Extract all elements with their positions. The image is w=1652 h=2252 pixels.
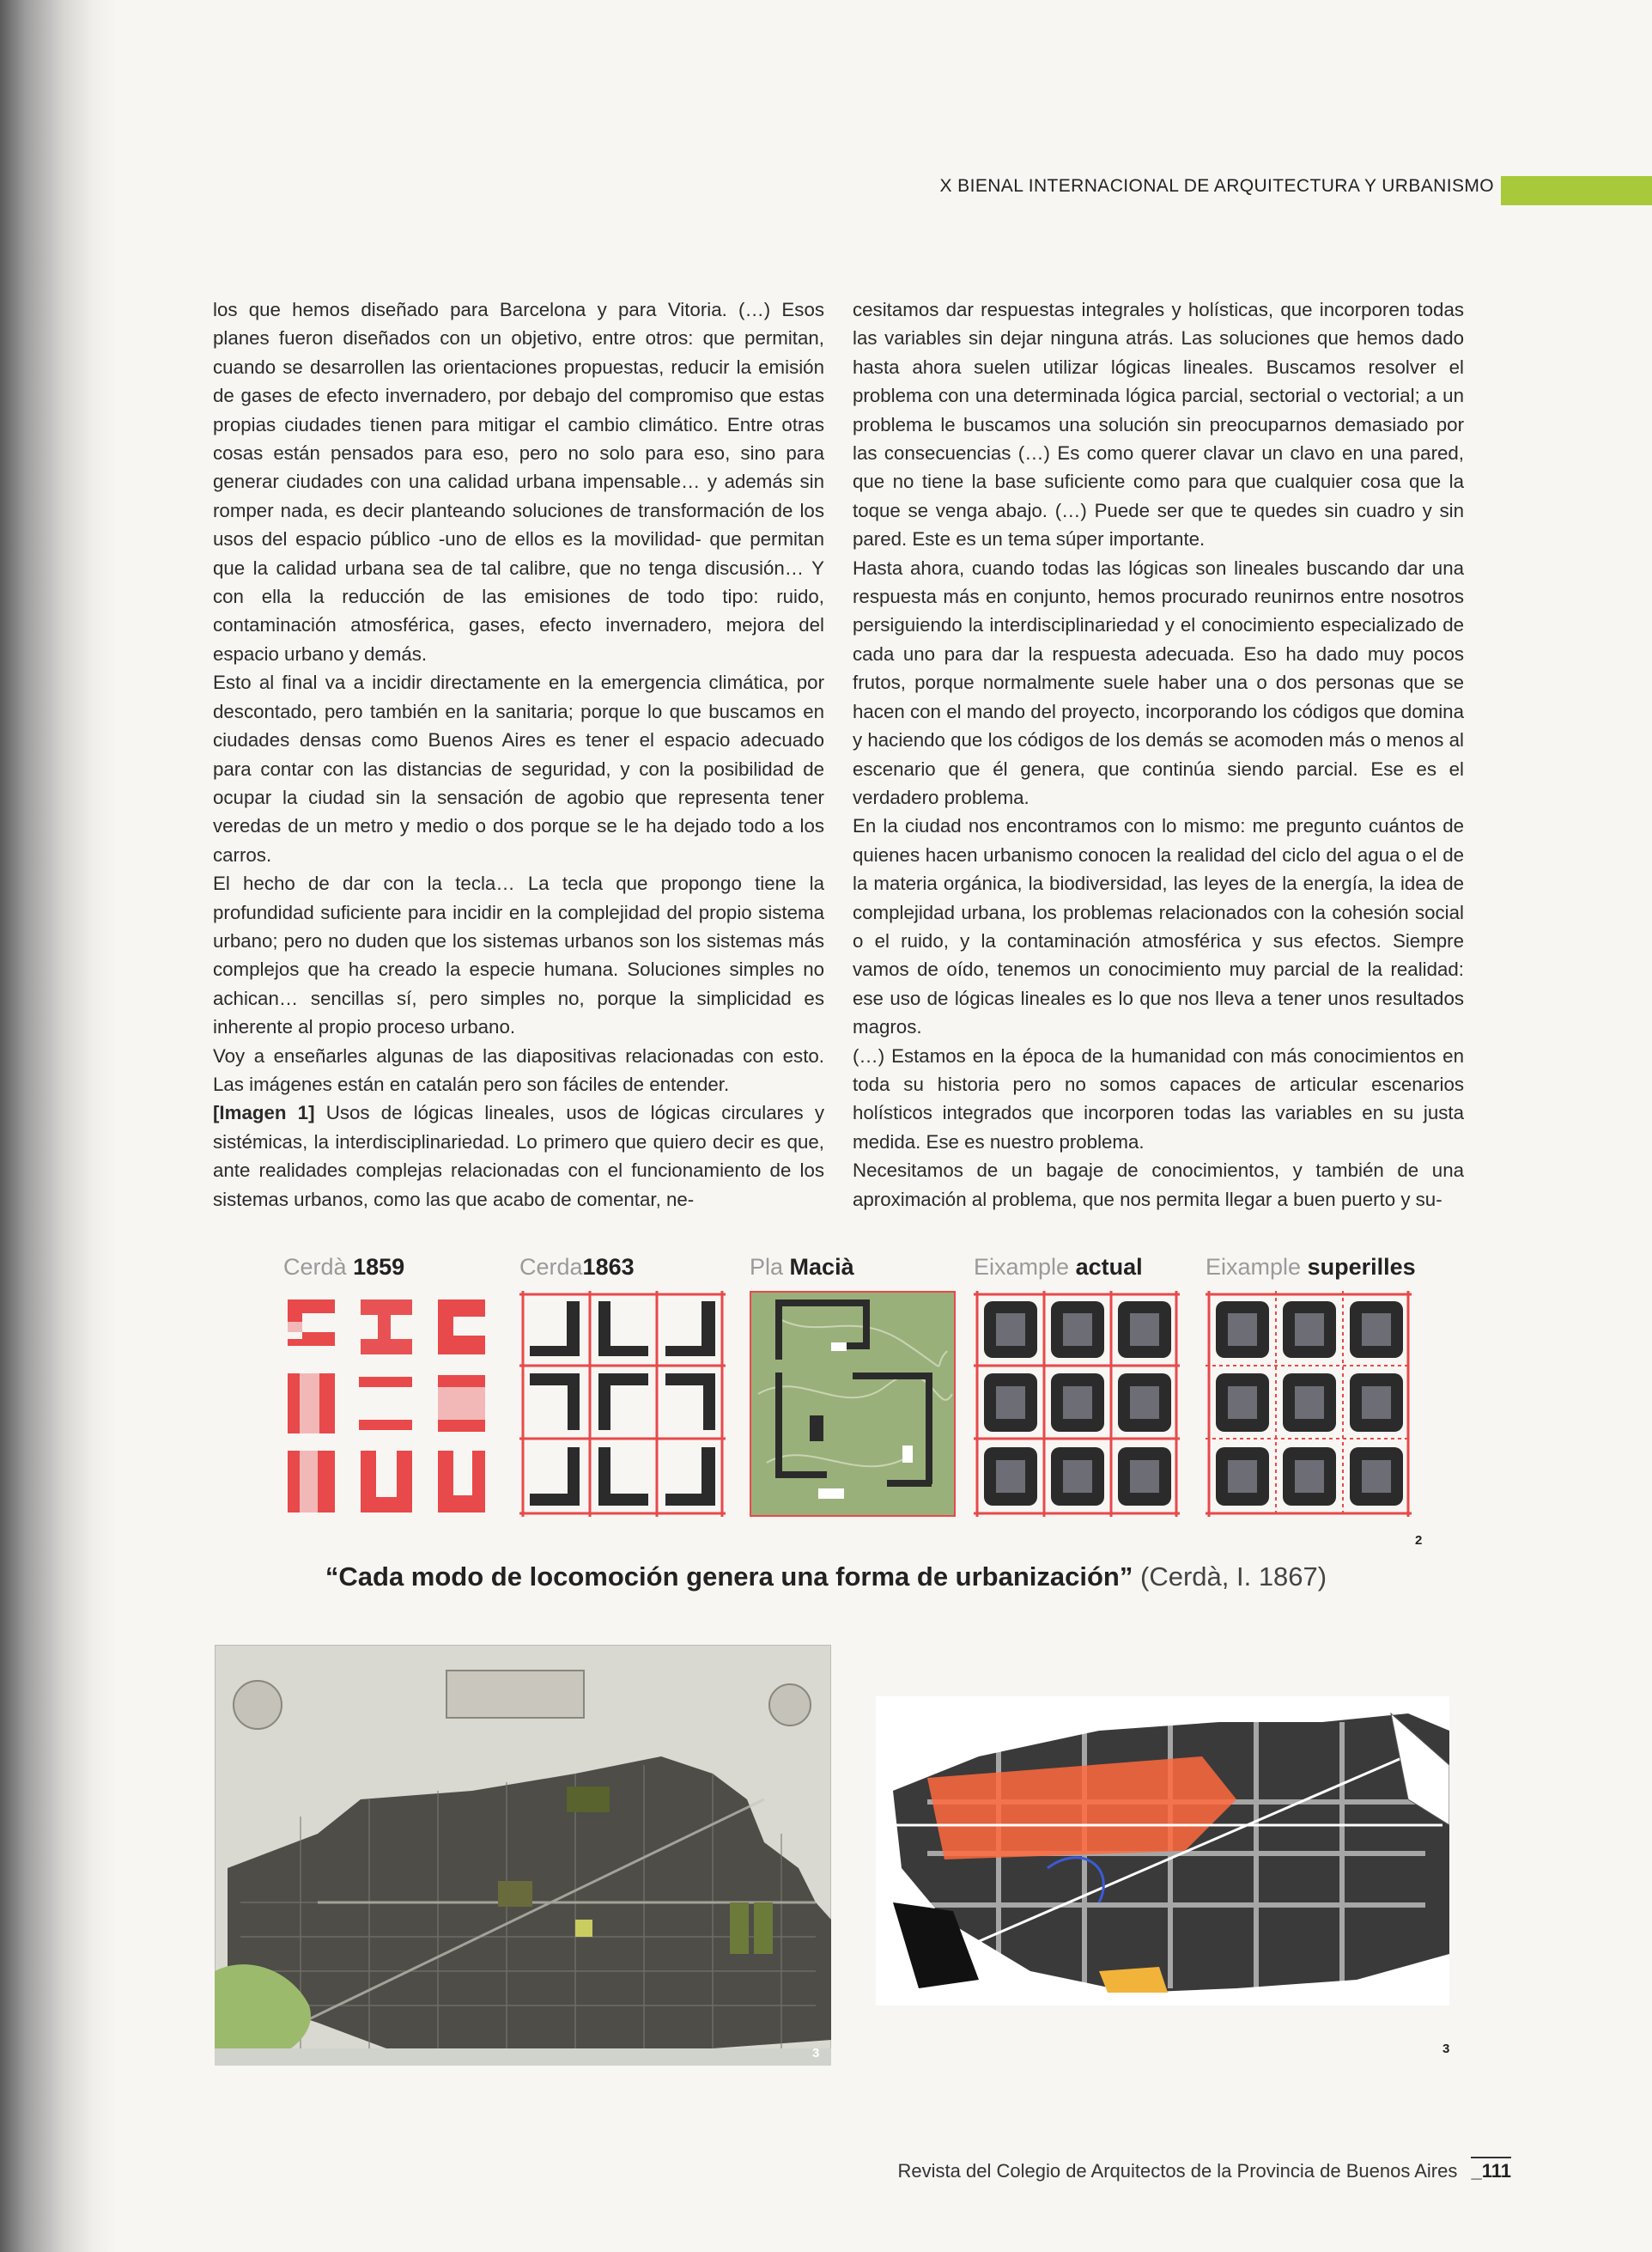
diagram-cerda-1859 (283, 1291, 489, 1517)
diagram-label-eixample-actual: Eixample actual (974, 1254, 1143, 1280)
image-reference: [Imagen 1] (213, 1102, 315, 1124)
diagram-eixample-actual (974, 1291, 1180, 1517)
paragraph: Voy a enseñarles algunas de las diapositivas relacionadas con esto. Las imágenes están en catalán pero son fáciles de entender. (213, 1044, 824, 1095)
page-number: _111 (1471, 2157, 1511, 2182)
historic-city-plan-image (215, 1645, 831, 2066)
figure-number-2: 2 (1415, 1533, 1423, 1548)
running-header: X BIENAL INTERNACIONAL DE ARQUITECTURA Y URBANISMO (939, 176, 1494, 196)
text-column-left (213, 295, 824, 1223)
diagram-cerda-1863 (519, 1291, 726, 1517)
page-binding-shadow (0, 0, 116, 2252)
diagram-eixample-superilles (1206, 1291, 1412, 1517)
text-column-right (853, 295, 1464, 1223)
quote-citation: (Cerdà, I. 1867) (1140, 1561, 1327, 1592)
paragraph: cesitamos dar respuestas integrales y holísticas, que incorporen todas las variables sin dejar ninguna atrás. Las soluciones que hemos dado hasta ahora suelen utilizar lógicas lineales. Buscamos resolver el problema con una determinada lógica parcial, sectorial o vectorial; a un problema le buscamos una solución sin preocuparnos demasiado por las consecuencias (…) Es como querer clavar un clavo en una pared, que no tiene la base suficiente como para que cualquier cosa que la toque se venga abajo. (…) Puede ser que te quedes sin cuadro y sin pared. Este es un tema súper importante. (853, 299, 1464, 551)
quote-text: “Cada modo de locomoción genera una forma de urbanización” (325, 1561, 1133, 1592)
diagram-label-pla-macia: Pla Macià (750, 1254, 854, 1280)
figure-number-3-left: 3 (812, 2046, 820, 2060)
footer-journal-title: Revista del Colegio de Arquitectos de la Provincia de Buenos Aires (897, 2160, 1458, 2182)
paragraph (213, 1099, 824, 1214)
diagram-label-cerda-1859: Cerdà 1859 (283, 1254, 405, 1280)
figure-caption-quote (0, 1561, 1652, 1592)
paragraph-text: Usos de lógicas lineales, usos de lógicas circulares y sistémicas, la interdisciplinariedad. Lo primero que quiero decir es que, ante realidades complejas relacionadas con el funcionamiento de los sistemas urbanos, como las que acabo de comentar, ne- (213, 1102, 824, 1210)
header-accent-bar (1501, 176, 1652, 205)
superblocks-map-image (876, 1696, 1449, 2005)
paragraph: Esto al final va a incidir directamente en la emergencia climática, por descontado, pero también en la sanitaria; porque lo que buscamos en ciudades densas como Buenos Aires es tener el espacio adecuado para contar con las distancias de seguridad, y con la posibilidad de ocupar la ciudad sin la sensación de agobio que representa tener veredas de un metro y medio o dos porque se le ha dejado todo a los carros. (213, 672, 824, 866)
figure-number-3-right: 3 (1442, 2042, 1450, 2056)
paragraph: El hecho de dar con la tecla… La tecla que propongo tiene la profundidad suficiente para incidir en la complejidad del propio sistema urbano; pero no duden que los sistemas urbanos son los sistemas más complejos que ha creado la especie humana. Soluciones simples no achican… sencillas sí, pero simples no, porque la simplicidad es inherente al propio proceso urbano. (213, 873, 824, 1038)
paragraph: En la ciudad nos encontramos con lo mismo: me pregunto cuántos de quienes hacen urbanismo conocen la realidad del ciclo del agua o el de la materia orgánica, la biodiversidad, las leyes de la energía, la idea de complejidad urbana, los problemas relacionados con la cohesión social o el ruido, y la contaminación atmosférica y sus efectos. Siempre vamos de oído, tenemos un conocimiento muy parcial de la realidad: ese uso de lógicas lineales es lo que nos lleva a tener unos resultados magros. (853, 815, 1464, 1038)
page-footer (824, 2160, 1511, 2182)
diagram-label-eixample-superilles: Eixample superilles (1206, 1254, 1416, 1280)
diagram-pla-macia (750, 1291, 956, 1517)
paragraph: (…) Estamos en la época de la humanidad con más conocimientos en toda su historia pero no somos capaces de articular escenarios holísticos integrados que incorporen todas las variables en su justa medida. Ese es nuestro problema. (853, 1044, 1464, 1153)
paragraph: Hasta ahora, cuando todas las lógicas son lineales buscando dar una respuesta más en conjunto, hemos procurado reunirnos entre nosotros persiguiendo la interdisciplinariedad y el conocimiento especializado de cada uno para dar la respuesta adecuada. Eso ha dado muy pocos frutos, porque normalmente suele haber una o dos personas que se hacen con el mando del proyecto, incorporando los códigos que domina y haciendo que los códigos de los demás se acomoden más o menos al escenario que él genera, que continúa siendo parcial. Ese es el verdadero problema. (853, 557, 1464, 808)
paragraph: Necesitamos de un bagaje de conocimientos, y también de una aproximación al problema, que nos permita llegar a buen puerto y su- (853, 1159, 1464, 1210)
diagram-label-cerda-1863: Cerda1863 (519, 1254, 635, 1280)
paragraph: los que hemos diseñado para Barcelona y para Vitoria. (…) Esos planes fueron diseñados con un objetivo, entre otros: que permitan, cuando se desarrollen las orientaciones propuestas, reducir la emisión de gases de efecto invernadero, por debajo del compromiso que estas propias ciudades tienen para mitigar el cambio climático. Entre otras cosas están pensados para eso, pero no solo para eso, sino para generar ciudades con una calidad urbana impensable… y además sin romper nada, es decir planteando soluciones de transformación de los usos del espacio público -uno de ellos es la movilidad- que permitan que la calidad urbana sea de tal calibre, que no tenga discusión… Y con ella la reducción de las emisiones de todo tipo: ruido, contaminación atmosférica, gases, efecto invernadero, mejora del espacio urbano y demás. (213, 299, 824, 665)
